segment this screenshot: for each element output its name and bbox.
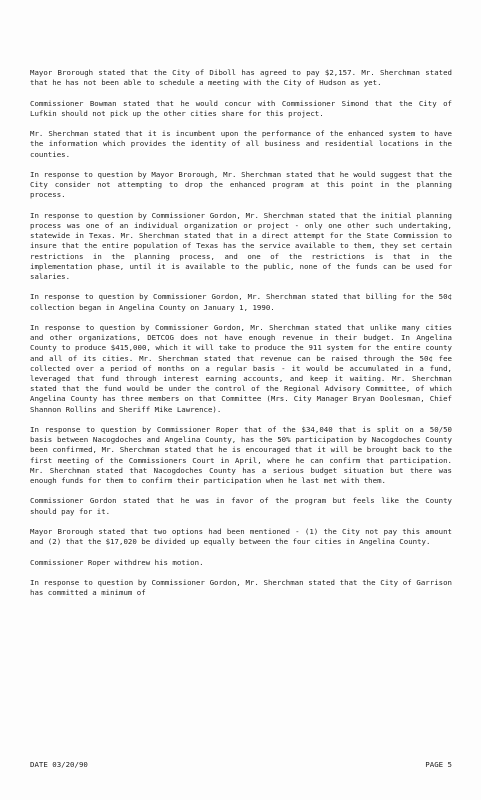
paragraph-1: Mayor Brorough stated that the City of Diboll has agreed to pay $2,157. Mr. Sherchman stated that he has not been able to schedule a meeting with the City of Hudson as yet. — [30, 68, 452, 88]
paragraph-12: In response to question by Commissioner Gordon, Mr. Sherchman stated that the City of Garrison has committed a minimum of — [30, 577, 452, 598]
paragraph-10: Mayor Brorough stated that two options had been mentioned - (1) the City not pay this amount and (2) that the $17,020 be divided up equally between the four cities in Angelina County. — [30, 527, 452, 547]
footer-page-number: PAGE 5 — [425, 760, 452, 769]
paragraph-9: Commissioner Gordon stated that he was in favor of the program but feels like the County should pay for it. — [30, 496, 452, 516]
paragraph-5: In response to question by Commissioner Gordon, Mr. Sherchman stated that the initial planning process was one of an individual organization or project - only one other such undertaking, statewide in Texas. Mr. Sherchman stated that in a direct attempt for the State Commission to insure that the entire population of Texas has the service available to them, they set certain restrictions in the planning process, and one of the restrictions is that in the implementation phase, until it is available to the public, none of the funds can be used for salaries. — [30, 210, 452, 281]
paragraph-8: In response to question by Commissioner Roper that of the $34,040 that is split on a 50/50 basis between Nacogdoches and Angelina County, has the 50% participation by Nacogdoches County been confirmed, Mr. Sherchman stated that he is encouraged that it will be brought back to the first meeting of the Commissioners Court in April, where he can confirm that participation. Mr. Sherchman stated that Nacogdoches County has a serious budget situation but there was enough funds for them to confirm their participation when he last met with them. — [30, 425, 452, 486]
paragraph-4: In response to question by Mayor Brorough, Mr. Sherchman stated that he would suggest that the City consider not attempting to drop the enhanced program at this point in the planning process. — [30, 169, 452, 200]
paragraph-2: Commissioner Bowman stated that he would concur with Commissioner Simond that the City of Lufkin should not pick up the other cities share for this project. — [30, 98, 452, 118]
paragraph-3: Mr. Sherchman stated that it is incumbent upon the performance of the enhanced system to have the information which provides the identity of all business and residential locations in the counties. — [30, 129, 452, 159]
page-footer — [30, 759, 452, 771]
paragraph-7: In response to question by Commissioner Gordon, Mr. Sherchman stated that unlike many cities and other organizations, DETCOG does not have enough revenue in their budget. In Angelina County to produce $415,000, which it will take to produce the 911 system for the entire county and all of its cities. Mr. Sherchman stated that revenue can be raised through the 50¢ fee collected over a period of months on a regular basis - it would be accumulated in a fund, leveraged that fund through interest earning accounts, and keep it waiting. Mr. Sherchman stated that the fund would be under the control of the Regional Advisory Committee, of which Angelina County has three members on that Committee (Mrs. City Manager Bryan Doolesman, Chief Shannon Rollins and Sheriff Mike Lawrence). — [30, 322, 452, 414]
paragraph-11: Commissioner Roper withdrew his motion. — [30, 557, 204, 567]
footer-date: DATE 03/20/90 — [30, 760, 88, 769]
minutes-body — [30, 68, 452, 609]
paragraph-6: In response to question by Commissioner Gordon, Mr. Sherchman stated that billing for the 50¢ collection began in Angelina County on January 1, 1990. — [30, 292, 452, 312]
